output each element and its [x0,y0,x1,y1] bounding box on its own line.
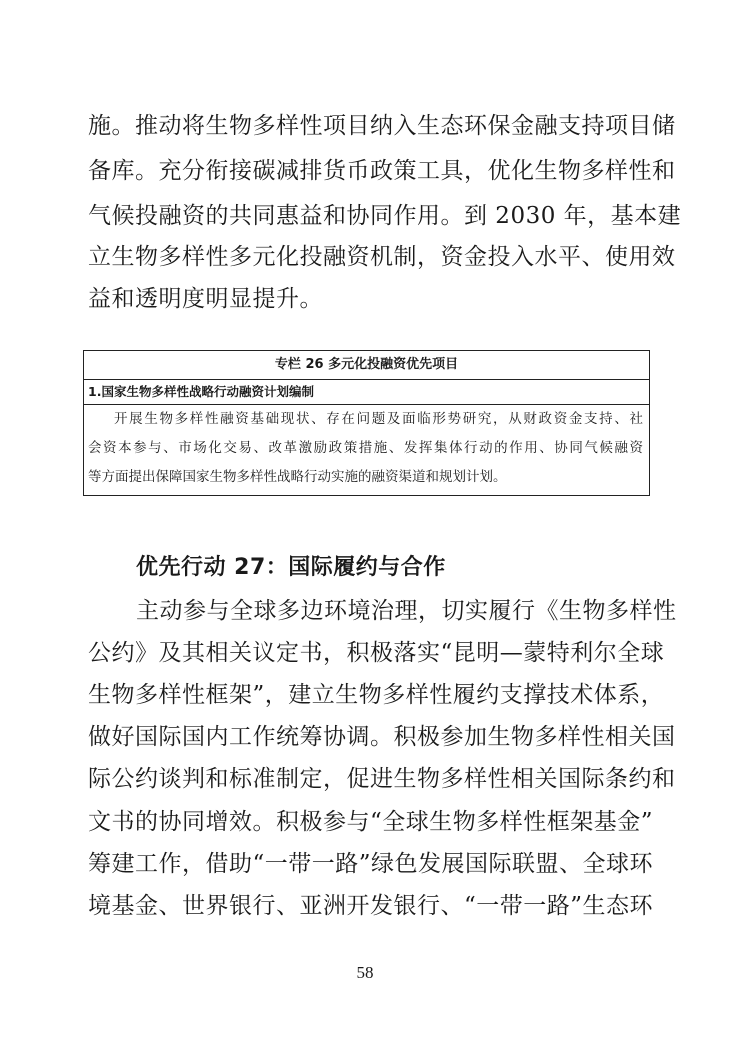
body-text-line: 气候投融资的共同惠益和协同作用。到 2030 年，基本建 [88,203,682,229]
box-text-line: 开展生物多样性融资基础现状、存在问题及面临形势研究，从财政资金支持、社 [114,411,643,427]
box-item-body [84,405,649,492]
body-text-line: 筹建工作，借助“一带一路”绿色发展国际联盟、全球环 [88,851,654,877]
body-text-line: 文书的协同增效。积极参与“全球生物多样性框架基金” [88,809,654,835]
body-text-line: 立生物多样性多元化投融资机制，资金投入水平、使用效 [88,244,676,270]
body-text-line: 公约》及其相关议定书，积极落实“昆明—蒙特利尔全球 [88,640,665,666]
box-text-line: 等方面提出保障国家生物多样性战略行动实施的融资渠道和规划计划。 [88,469,507,485]
special-column-box [83,350,650,496]
body-text-line: 际公约谈判和标准制定，促进生物多样性相关国际条约和 [88,766,676,792]
body-text-line: 生物多样性框架”，建立生物多样性履约支撑技术体系， [88,682,665,708]
page-number: 58 [356,963,374,982]
box-text-line: 会资本参与、市场化交易、改革激励政策措施、发挥集体行动的作用、协同气候融资 [88,440,643,456]
body-text-line: 施。推动将生物多样性项目纳入生态环保金融支持项目储 [88,113,676,139]
body-text-line: 做好国际国内工作统筹协调。积极参加生物多样性相关国 [88,724,676,750]
body-text-line: 益和透明度明显提升。 [88,286,323,312]
box-item-title: 1.国家生物多样性战略行动融资计划编制 [84,380,649,405]
body-text-line: 境基金、世界银行、亚洲开发银行、“一带一路”生态环 [88,893,654,919]
section-heading: 优先行动 27：国际履约与合作 [136,555,446,580]
box-title: 专栏 26 多元化投融资优先项目 [84,351,649,380]
body-text-line: 备库。充分衔接碳减排货币政策工具，优化生物多样性和 [88,158,676,184]
body-text-line: 主动参与全球多边环境治理，切实履行《生物多样性 [136,598,677,624]
